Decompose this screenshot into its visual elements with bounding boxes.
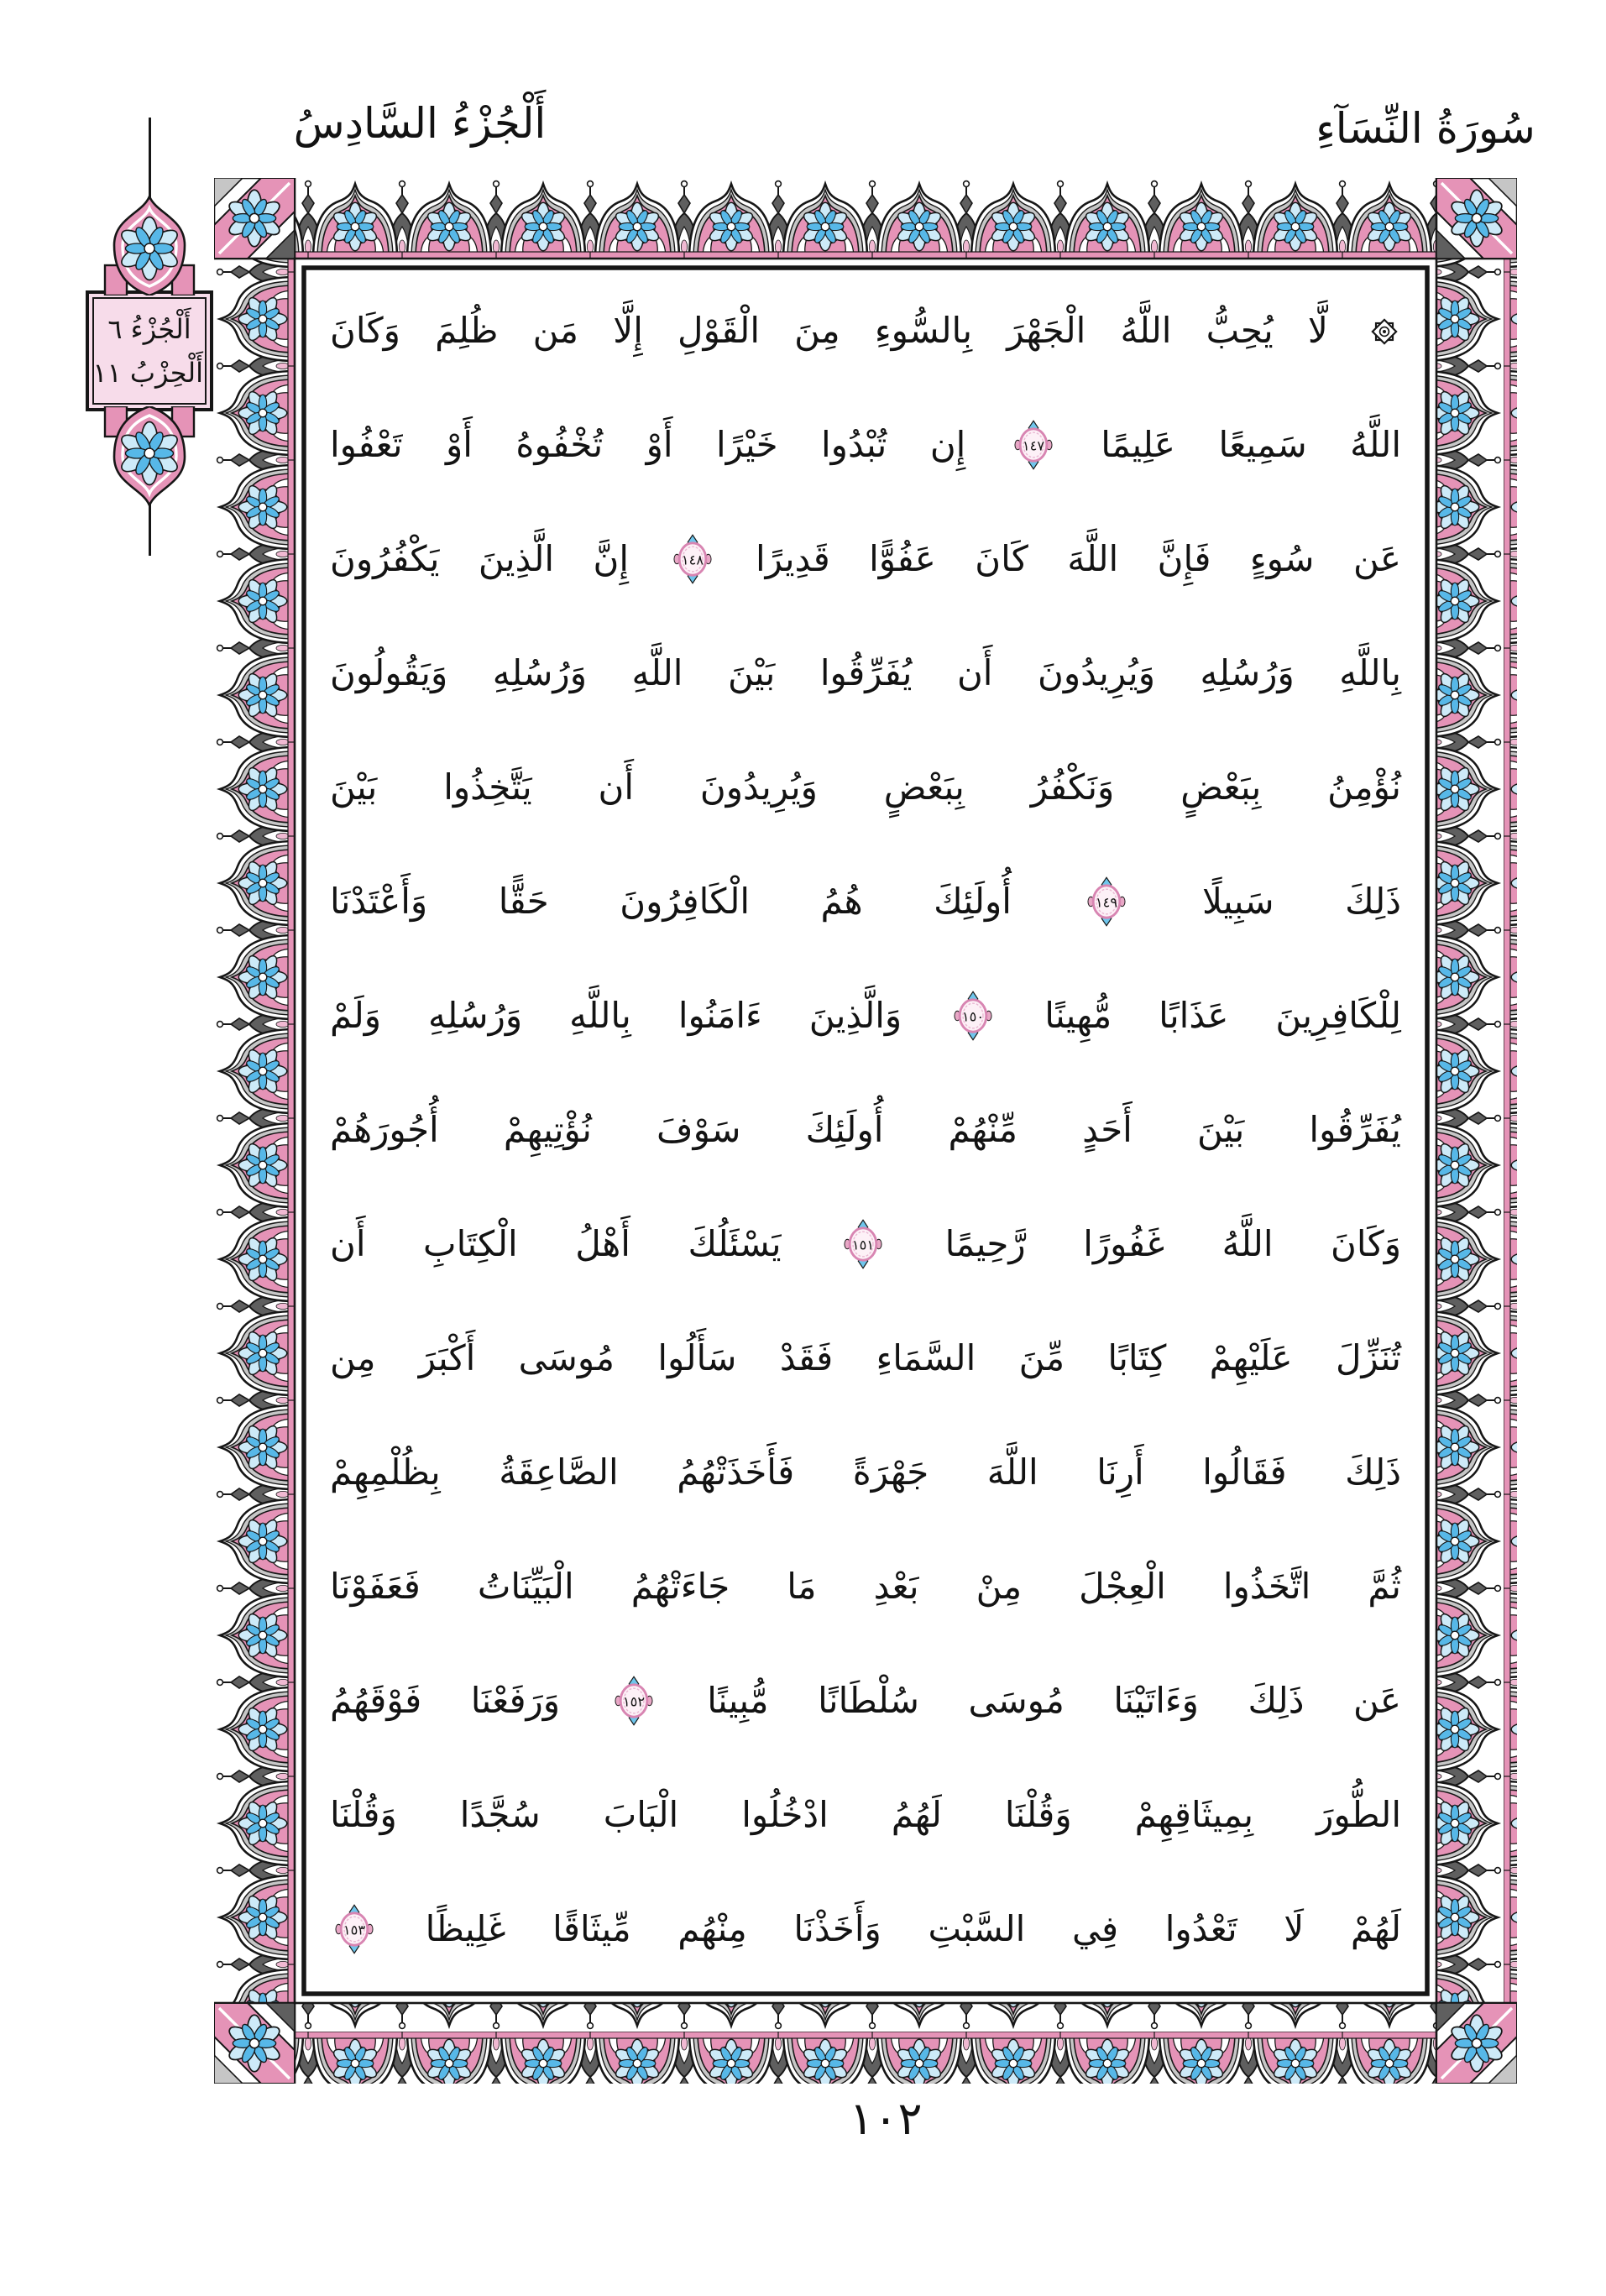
border-corner-tr	[1436, 178, 1517, 259]
juz-label: أَلْجُزْءُ ٦	[107, 313, 191, 345]
ayah-text: ثُمَّ اتَّخَذُوا الْعِجْلَ مِنْ بَعْدِ مَا جَاءَتْهُمُ الْبَيِّنَاتُ فَعَفَوْنَا	[330, 1566, 1401, 1607]
ayah-text: عَن سُوءٍ فَإِنَّ اللَّهَ كَانَ عَفُوًّا قَدِيرًا	[755, 538, 1401, 579]
ayah-text: وَالَّذِينَ ءَامَنُوا بِاللَّهِ وَرُسُلِهِ وَلَمْ	[330, 995, 902, 1036]
ayah-text: إِن تُبْدُوا خَيْرًا أَوْ تُخْفُوهُ أَوْ تَعْفُوا	[330, 424, 966, 465]
ayah-text: أُولَئِكَ هُمُ الْكَافِرُونَ حَقًّا وَأَعْتَدْنَا	[330, 881, 1012, 922]
svg-text:١٥٠: ١٥٠	[962, 1008, 985, 1025]
quran-line	[308, 1872, 1423, 1986]
quran-line	[308, 1073, 1423, 1187]
ayah-text: اللَّهُ سَمِيعًا عَلِيمًا	[1101, 424, 1401, 465]
svg-text:١٥٢: ١٥٢	[622, 1693, 645, 1710]
quran-line	[308, 730, 1423, 845]
quran-line	[308, 1758, 1423, 1872]
border-band-top	[295, 178, 1436, 259]
quran-line	[308, 616, 1423, 730]
quran-line	[308, 1644, 1423, 1758]
quran-line	[308, 388, 1423, 502]
medallion-finial-line-bottom	[149, 504, 151, 556]
hizb-label: أَلْحِزْبُ ١١	[92, 357, 203, 389]
border-band-left	[214, 259, 295, 2003]
quran-line	[308, 959, 1423, 1073]
ayah-text: لِلْكَافِرِينَ عَذَابًا مُّهِينًا	[1044, 995, 1401, 1036]
quran-line	[308, 1301, 1423, 1415]
page-number: ١٠٢	[849, 2092, 923, 2145]
border-band-right	[1436, 259, 1517, 2003]
juz-hizb-medallion	[77, 118, 222, 556]
verse-medallion-icon	[844, 1219, 882, 1269]
ayah-text: ذَلِكَ فَقَالُوا أَرِنَا اللَّهَ جَهْرَةً فَأَخَذَتْهُمُ الصَّاعِقَةُ بِظُلْمِهِمْ	[330, 1451, 1401, 1493]
svg-text:١٤٧: ١٤٧	[1022, 437, 1044, 454]
ayah-text: وَكَانَ اللَّهُ غَفُورًا رَّحِيمًا	[944, 1223, 1401, 1264]
verse-medallion-icon	[954, 991, 992, 1041]
svg-text:١٥١: ١٥١	[852, 1237, 875, 1253]
ayah-text: الطُّورَ بِمِيثَاقِهِمْ وَقُلْنَا لَهُمُ ادْخُلُوا الْبَابَ سُجَّدًا وَقُلْنَا	[330, 1794, 1401, 1835]
quran-lines	[308, 274, 1423, 1988]
svg-text:١٤٨: ١٤٨	[681, 552, 704, 568]
svg-text:١٥٣: ١٥٣	[343, 1922, 366, 1938]
quran-line	[308, 274, 1423, 388]
verse-medallion-icon	[335, 1904, 374, 1954]
surah-header: سُورَةُ النِّسَآءِ	[1316, 104, 1535, 153]
border-corner-br	[1436, 2003, 1517, 2084]
ayah-text: لَهُمْ لَا تَعْدُوا فِي السَّبْتِ وَأَخَذْنَا مِنْهُم مِّيثَاقًا غَلِيظًا	[425, 1908, 1402, 1949]
border-corner-tl	[214, 178, 295, 259]
verse-medallion-icon	[1087, 876, 1126, 927]
ayah-text: عَن ذَلِكَ وَءَاتَيْنَا مُوسَى سُلْطَانًا مُّبِينًا	[707, 1680, 1401, 1721]
quran-line	[308, 845, 1423, 959]
medallion-finial-line-top	[149, 118, 151, 198]
ayah-text: نُؤْمِنُ بِبَعْضٍ وَنَكْفُرُ بِبَعْضٍ وَيُرِيدُونَ أَن يَتَّخِذُوا بَيْنَ	[330, 766, 1401, 808]
svg-text:١٤٩: ١٤٩	[1096, 894, 1118, 911]
border-corner-bl	[214, 2003, 295, 2084]
quran-line	[308, 1415, 1423, 1530]
verse-medallion-icon	[673, 534, 712, 584]
ayah-text: وَرَفَعْنَا فَوْقَهُمُ	[330, 1680, 561, 1721]
juz-hizb-box	[86, 290, 213, 411]
medallion-dome-bottom	[86, 406, 212, 509]
rub-el-hizb-icon	[1368, 315, 1401, 348]
border-band-bottom	[295, 2003, 1436, 2084]
quran-line	[308, 1187, 1423, 1301]
ayah-text: بِاللَّهِ وَرُسُلِهِ وَيُرِيدُونَ أَن يُفَرِّقُوا بَيْنَ اللَّهِ وَرُسُلِهِ وَيَقُولُونَ	[330, 652, 1401, 693]
ayah-text: لَّا يُحِبُّ اللَّهُ الْجَهْرَ بِالسُّوءِ مِنَ الْقَوْلِ إِلَّا مَن ظُلِمَ وَكَانَ	[330, 310, 1328, 351]
quran-line	[308, 502, 1423, 616]
ayah-text: تُنَزِّلَ عَلَيْهِمْ كِتَابًا مِّنَ السَّمَاءِ فَقَدْ سَأَلُوا مُوسَى أَكْبَرَ مِن	[330, 1337, 1401, 1378]
medallion-dome-top	[86, 193, 212, 295]
juz-header: أَلْجُزْءُ السَّادِسُ	[293, 99, 547, 148]
quran-line	[308, 1530, 1423, 1644]
verse-medallion-icon	[1014, 420, 1053, 470]
ayah-text: إِنَّ الَّذِينَ يَكْفُرُونَ	[330, 538, 630, 579]
ayah-text: يَسْئَلُكَ أَهْلُ الْكِتَابِ أَن	[330, 1223, 782, 1264]
ayah-text: يُفَرِّقُوا بَيْنَ أَحَدٍ مِّنْهُمْ أُولَئِكَ سَوْفَ نُؤْتِيهِمْ أُجُورَهُمْ	[330, 1109, 1401, 1150]
ayah-text: ذَلِكَ سَبِيلًا	[1201, 881, 1401, 922]
verse-medallion-icon	[615, 1676, 653, 1726]
